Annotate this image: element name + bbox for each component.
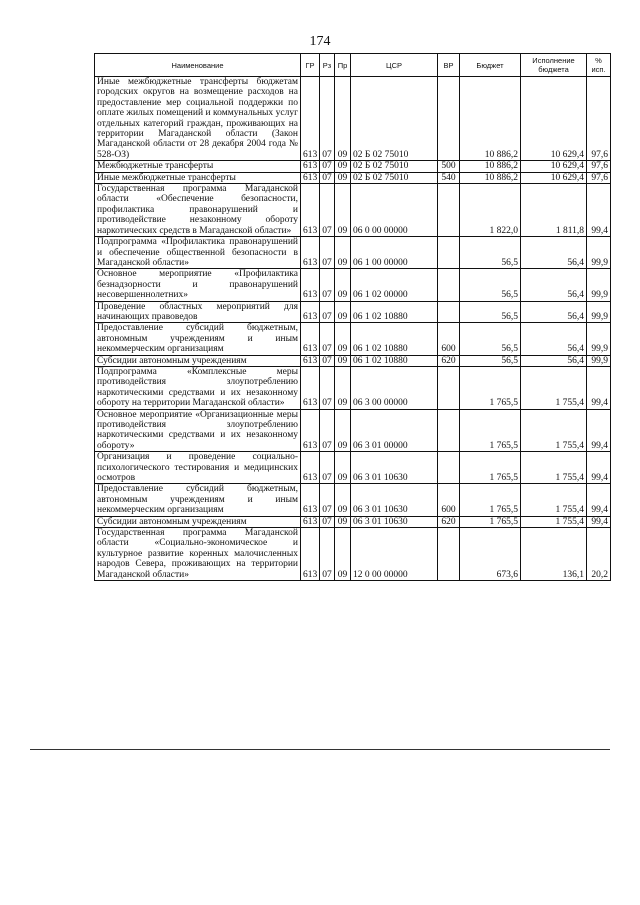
cell-budget: 10 886,2 — [460, 161, 521, 172]
cell-rz: 07 — [320, 269, 335, 301]
cell-gr: 613 — [301, 484, 320, 516]
cell-csr: 06 1 02 10880 — [351, 301, 438, 323]
cell-execution: 10 629,4 — [521, 161, 587, 172]
cell-execution: 56,4 — [521, 323, 587, 355]
cell-rz: 07 — [320, 184, 335, 237]
budget-table — [94, 53, 611, 581]
cell-budget: 673,6 — [460, 528, 521, 581]
cell-pct: 97,6 — [587, 161, 611, 172]
table-row — [95, 237, 611, 269]
cell-vr — [438, 184, 460, 237]
cell-gr: 613 — [301, 452, 320, 484]
table-row — [95, 366, 611, 409]
cell-execution: 10 629,4 — [521, 172, 587, 183]
cell-vr: 600 — [438, 323, 460, 355]
cell-pr: 09 — [335, 77, 351, 161]
cell-gr: 613 — [301, 161, 320, 172]
cell-vr — [438, 301, 460, 323]
cell-gr: 613 — [301, 301, 320, 323]
cell-rz: 07 — [320, 355, 335, 366]
cell-name: Государственная программа Магаданской области «Обеспечение безопасности, профилактика правонарушений и противодействие незаконному обороту наркотических средств в Магаданской области» — [95, 184, 301, 237]
cell-vr: 620 — [438, 516, 460, 527]
footer-divider — [30, 749, 610, 750]
table-row — [95, 484, 611, 516]
cell-pct: 20,2 — [587, 528, 611, 581]
cell-budget: 10 886,2 — [460, 172, 521, 183]
cell-execution: 1 755,4 — [521, 516, 587, 527]
cell-pr: 09 — [335, 323, 351, 355]
cell-gr: 613 — [301, 528, 320, 581]
cell-name: Основное мероприятие «Профилактика безнадзорности и правонарушений несовершеннолетних» — [95, 269, 301, 301]
table-row — [95, 77, 611, 161]
table-row — [95, 355, 611, 366]
cell-budget: 1 765,5 — [460, 409, 521, 452]
cell-gr: 613 — [301, 409, 320, 452]
cell-rz: 07 — [320, 77, 335, 161]
cell-name: Подпрограмма «Профилактика правонарушений и обеспечение общественной безопасности в Магаданской области» — [95, 237, 301, 269]
header-rz: Рз — [320, 54, 335, 77]
cell-budget: 10 886,2 — [460, 77, 521, 161]
table-row — [95, 161, 611, 172]
cell-pct: 99,4 — [587, 452, 611, 484]
cell-pct: 99,4 — [587, 516, 611, 527]
cell-budget: 1 765,5 — [460, 516, 521, 527]
cell-budget: 1 765,5 — [460, 484, 521, 516]
cell-gr: 613 — [301, 172, 320, 183]
table-row — [95, 409, 611, 452]
cell-pr: 09 — [335, 172, 351, 183]
cell-execution: 1 755,4 — [521, 452, 587, 484]
cell-name: Основное мероприятие «Организационные меры противодействия злоупотреблению наркотическими средствами и их незаконному обороту» — [95, 409, 301, 452]
cell-pr: 09 — [335, 161, 351, 172]
table-row — [95, 516, 611, 527]
cell-pr: 09 — [335, 269, 351, 301]
cell-execution: 56,4 — [521, 355, 587, 366]
cell-execution: 10 629,4 — [521, 77, 587, 161]
cell-vr — [438, 366, 460, 409]
cell-name: Подпрограмма «Комплексные меры противодействия злоупотреблению наркотическими средствами и их незаконному обороту на территории Магаданской области» — [95, 366, 301, 409]
header-budget: Бюджет — [460, 54, 521, 77]
cell-pct: 99,9 — [587, 301, 611, 323]
cell-budget: 56,5 — [460, 237, 521, 269]
cell-rz: 07 — [320, 301, 335, 323]
cell-csr: 02 Б 02 75010 — [351, 77, 438, 161]
cell-pr: 09 — [335, 452, 351, 484]
cell-name: Предоставление субсидий бюджетным, автономным учреждениям и иным некоммерческим организациям — [95, 484, 301, 516]
cell-budget: 56,5 — [460, 301, 521, 323]
cell-pr: 09 — [335, 528, 351, 581]
cell-execution: 1 755,4 — [521, 409, 587, 452]
header-pr: Пр — [335, 54, 351, 77]
cell-pct: 99,9 — [587, 323, 611, 355]
cell-name: Государственная программа Магаданской области «Социально-экономическое и культурное развитие коренных малочисленных народов Севера, проживающих на территории Магаданской области» — [95, 528, 301, 581]
cell-gr: 613 — [301, 366, 320, 409]
cell-gr: 613 — [301, 237, 320, 269]
header-csr: ЦСР — [351, 54, 438, 77]
cell-pct: 97,6 — [587, 172, 611, 183]
cell-execution: 1 755,4 — [521, 484, 587, 516]
cell-csr: 06 3 01 10630 — [351, 516, 438, 527]
cell-vr — [438, 77, 460, 161]
cell-csr: 06 0 00 00000 — [351, 184, 438, 237]
table-row — [95, 269, 611, 301]
cell-rz: 07 — [320, 172, 335, 183]
cell-name: Предоставление субсидий бюджетным, автономным учреждениям и иным некоммерческим организациям — [95, 323, 301, 355]
cell-execution: 1 755,4 — [521, 366, 587, 409]
cell-csr: 06 3 00 00000 — [351, 366, 438, 409]
table-row — [95, 452, 611, 484]
cell-vr — [438, 452, 460, 484]
cell-rz: 07 — [320, 528, 335, 581]
cell-rz: 07 — [320, 516, 335, 527]
cell-gr: 613 — [301, 323, 320, 355]
header-gr: ГР — [301, 54, 320, 77]
cell-rz: 07 — [320, 409, 335, 452]
cell-pct: 99,4 — [587, 484, 611, 516]
cell-name: Иные межбюджетные трансферты бюджетам городских округов на возмещение расходов на предоставление мер социальной поддержки по оплате жилых помещений и коммунальных услуг отдельных категорий граждан, проживающих на территории Магаданской области (Закон Магаданской области от 28 декабря 2004 года № 528-ОЗ) — [95, 77, 301, 161]
table-row — [95, 323, 611, 355]
table-body — [95, 77, 611, 581]
cell-name: Проведение областных мероприятий для начинающих правоведов — [95, 301, 301, 323]
cell-csr: 02 Б 02 75010 — [351, 172, 438, 183]
cell-csr: 02 Б 02 75010 — [351, 161, 438, 172]
cell-pct: 99,4 — [587, 409, 611, 452]
cell-name: Иные межбюджетные трансферты — [95, 172, 301, 183]
cell-vr: 540 — [438, 172, 460, 183]
table-row — [95, 172, 611, 183]
cell-rz: 07 — [320, 366, 335, 409]
cell-csr: 06 3 01 10630 — [351, 452, 438, 484]
table-row — [95, 301, 611, 323]
cell-vr: 620 — [438, 355, 460, 366]
cell-execution: 1 811,8 — [521, 184, 587, 237]
cell-pct: 99,9 — [587, 237, 611, 269]
cell-budget: 1 765,5 — [460, 452, 521, 484]
cell-execution: 56,4 — [521, 301, 587, 323]
cell-vr: 500 — [438, 161, 460, 172]
cell-vr — [438, 237, 460, 269]
cell-pct: 99,9 — [587, 269, 611, 301]
header-vr: ВР — [438, 54, 460, 77]
cell-execution: 56,4 — [521, 237, 587, 269]
cell-name: Субсидии автономным учреждениям — [95, 355, 301, 366]
cell-gr: 613 — [301, 184, 320, 237]
header-execution: Исполнение бюджета — [521, 54, 587, 77]
cell-pr: 09 — [335, 409, 351, 452]
page-number: 174 — [309, 34, 331, 49]
cell-csr: 06 1 02 10880 — [351, 323, 438, 355]
cell-pct: 99,4 — [587, 366, 611, 409]
cell-rz: 07 — [320, 161, 335, 172]
cell-budget: 56,5 — [460, 355, 521, 366]
cell-gr: 613 — [301, 77, 320, 161]
cell-vr — [438, 528, 460, 581]
cell-name: Субсидии автономным учреждениям — [95, 516, 301, 527]
cell-pr: 09 — [335, 237, 351, 269]
cell-pr: 09 — [335, 484, 351, 516]
cell-budget: 56,5 — [460, 269, 521, 301]
cell-pct: 97,6 — [587, 77, 611, 161]
cell-budget: 1 765,5 — [460, 366, 521, 409]
cell-rz: 07 — [320, 484, 335, 516]
cell-rz: 07 — [320, 323, 335, 355]
cell-name: Межбюджетные трансферты — [95, 161, 301, 172]
cell-vr: 600 — [438, 484, 460, 516]
table-row — [95, 528, 611, 581]
cell-csr: 12 0 00 00000 — [351, 528, 438, 581]
cell-execution: 56,4 — [521, 269, 587, 301]
cell-csr: 06 1 02 00000 — [351, 269, 438, 301]
header-pct: % исп. — [587, 54, 611, 77]
cell-vr — [438, 409, 460, 452]
cell-budget: 56,5 — [460, 323, 521, 355]
cell-pr: 09 — [335, 355, 351, 366]
cell-csr: 06 1 02 10880 — [351, 355, 438, 366]
cell-csr: 06 3 01 10630 — [351, 484, 438, 516]
table-header — [95, 54, 611, 77]
cell-pct: 99,4 — [587, 184, 611, 237]
cell-name: Организация и проведение социально-психологического тестирования и медицинских осмотров — [95, 452, 301, 484]
cell-csr: 06 3 01 00000 — [351, 409, 438, 452]
header-row — [95, 54, 611, 77]
cell-gr: 613 — [301, 516, 320, 527]
cell-rz: 07 — [320, 452, 335, 484]
cell-pr: 09 — [335, 301, 351, 323]
table-row — [95, 184, 611, 237]
cell-execution: 136,1 — [521, 528, 587, 581]
cell-pr: 09 — [335, 184, 351, 237]
cell-pr: 09 — [335, 516, 351, 527]
header-name: Наименование — [95, 54, 301, 77]
cell-gr: 613 — [301, 355, 320, 366]
cell-csr: 06 1 00 00000 — [351, 237, 438, 269]
cell-pr: 09 — [335, 366, 351, 409]
cell-budget: 1 822,0 — [460, 184, 521, 237]
cell-vr — [438, 269, 460, 301]
cell-rz: 07 — [320, 237, 335, 269]
cell-gr: 613 — [301, 269, 320, 301]
cell-pct: 99,9 — [587, 355, 611, 366]
